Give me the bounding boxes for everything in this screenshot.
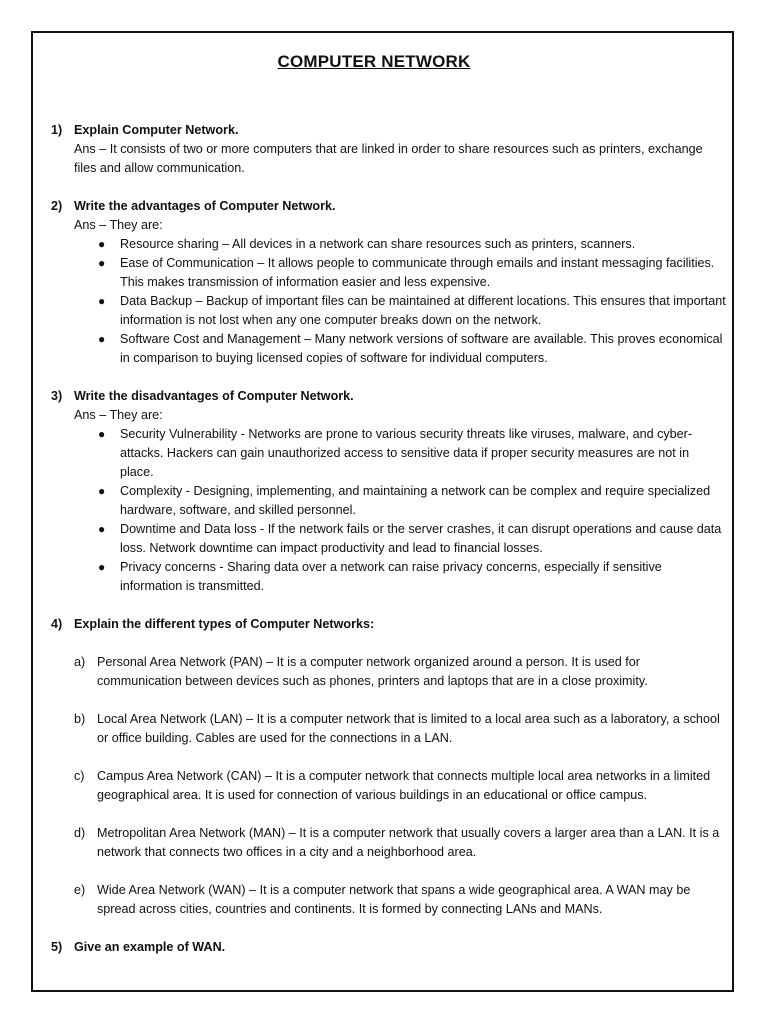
advantages-list (51, 235, 726, 368)
question-number: 5) (51, 940, 63, 954)
question-text: Explain Computer Network. (74, 123, 239, 137)
question-2 (51, 197, 726, 216)
list-item-label: c) (74, 769, 85, 783)
bullet-icon: ● (98, 294, 106, 308)
document-body (51, 121, 726, 957)
question-number: 2) (51, 199, 63, 213)
bullet-icon: ● (98, 332, 106, 346)
list-item-label: b) (74, 712, 86, 726)
question-text: Write the advantages of Computer Network. (74, 199, 336, 213)
bullet-icon: ● (98, 560, 106, 574)
list-item-text: Campus Area Network (CAN) – It is a computer network that connects multiple local area networks in a limited geographical area. It is used for connection of various buildings in an educational or office campus. (97, 769, 711, 802)
answer-intro: Ans – They are: (74, 218, 163, 232)
list-item (98, 292, 726, 330)
list-item-text: Downtime and Data loss - If the network fails or the server crashes, it can disrupt operations and cause data loss. Network downtime can impact productivity and lead to financial losses. (120, 522, 722, 555)
list-item (98, 330, 726, 368)
list-item (51, 767, 726, 805)
list-item-text: Complexity - Designing, implementing, and maintaining a network can be complex and require specialized hardware, software, and skilled personnel. (120, 484, 711, 517)
list-item (98, 254, 726, 292)
bullet-icon: ● (98, 484, 106, 498)
list-item (98, 520, 726, 558)
question-5 (51, 938, 726, 957)
list-item-text: Security Vulnerability - Networks are prone to various security threats like viruses, malware, and cyber-attacks. Hackers can gain unauthorized access to sensitive data if proper security measures are not in place. (120, 427, 693, 479)
network-types-list (51, 653, 726, 919)
answer-1: Ans – It consists of two or more computers that are linked in order to share resources such as printers, exchange files and allow communication. (74, 142, 703, 175)
question-text: Explain the different types of Computer Networks: (74, 617, 375, 631)
question-3 (51, 387, 726, 406)
list-item-text: Ease of Communication – It allows people to communicate through emails and instant messaging facilities. This makes transmission of information easier and less expensive. (120, 256, 715, 289)
list-item-label: e) (74, 883, 86, 897)
list-item-label: d) (74, 826, 86, 840)
list-item-text: Local Area Network (LAN) – It is a computer network that is limited to a local area such as a laboratory, a school or office building. Cables are used for the connections in a LAN. (97, 712, 720, 745)
answer-intro: Ans – They are: (74, 408, 163, 422)
list-item-text: Data Backup – Backup of important files can be maintained at different locations. This ensures that important information is not lost when any one computer breaks down on the network. (120, 294, 726, 327)
question-number: 4) (51, 617, 63, 631)
question-number: 3) (51, 389, 63, 403)
list-item (51, 653, 726, 691)
list-item (98, 425, 726, 482)
list-item-text: Wide Area Network (WAN) – It is a computer network that spans a wide geographical area. A WAN may be spread across cities, countries and continents. It is formed by connecting LANs and MANs. (97, 883, 691, 916)
bullet-icon: ● (98, 237, 106, 251)
list-item-text: Software Cost and Management – Many network versions of software are available. This proves economical in comparison to buying licensed copies of software for individual computers. (120, 332, 723, 365)
bullet-icon: ● (98, 427, 106, 441)
list-item-text: Privacy concerns - Sharing data over a network can raise privacy concerns, especially if sensitive information is transmitted. (120, 560, 662, 593)
question-text: Write the disadvantages of Computer Network. (74, 389, 354, 403)
list-item (98, 482, 726, 520)
list-item-text: Metropolitan Area Network (MAN) – It is a computer network that usually covers a larger area than a LAN. It is a network that connects two offices in a city and a neighborhood area. (97, 826, 720, 859)
list-item (98, 235, 726, 254)
question-text: Give an example of WAN. (74, 940, 226, 954)
question-1 (51, 121, 726, 140)
list-item (51, 824, 726, 862)
bullet-icon: ● (98, 256, 106, 270)
list-item-label: a) (74, 655, 86, 669)
list-item (51, 710, 726, 748)
question-number: 1) (51, 123, 63, 137)
list-item (98, 558, 726, 596)
bullet-icon: ● (98, 522, 106, 536)
page-title: COMPUTER NETWORK (277, 52, 471, 71)
list-item (51, 881, 726, 919)
list-item-text: Personal Area Network (PAN) – It is a computer network organized around a person. It is used for communication between devices such as phones, printers and laptops that are in a close proximity. (97, 655, 648, 688)
disadvantages-list (51, 425, 726, 596)
question-4 (51, 615, 726, 634)
list-item-text: Resource sharing – All devices in a network can share resources such as printers, scanners. (120, 237, 636, 251)
